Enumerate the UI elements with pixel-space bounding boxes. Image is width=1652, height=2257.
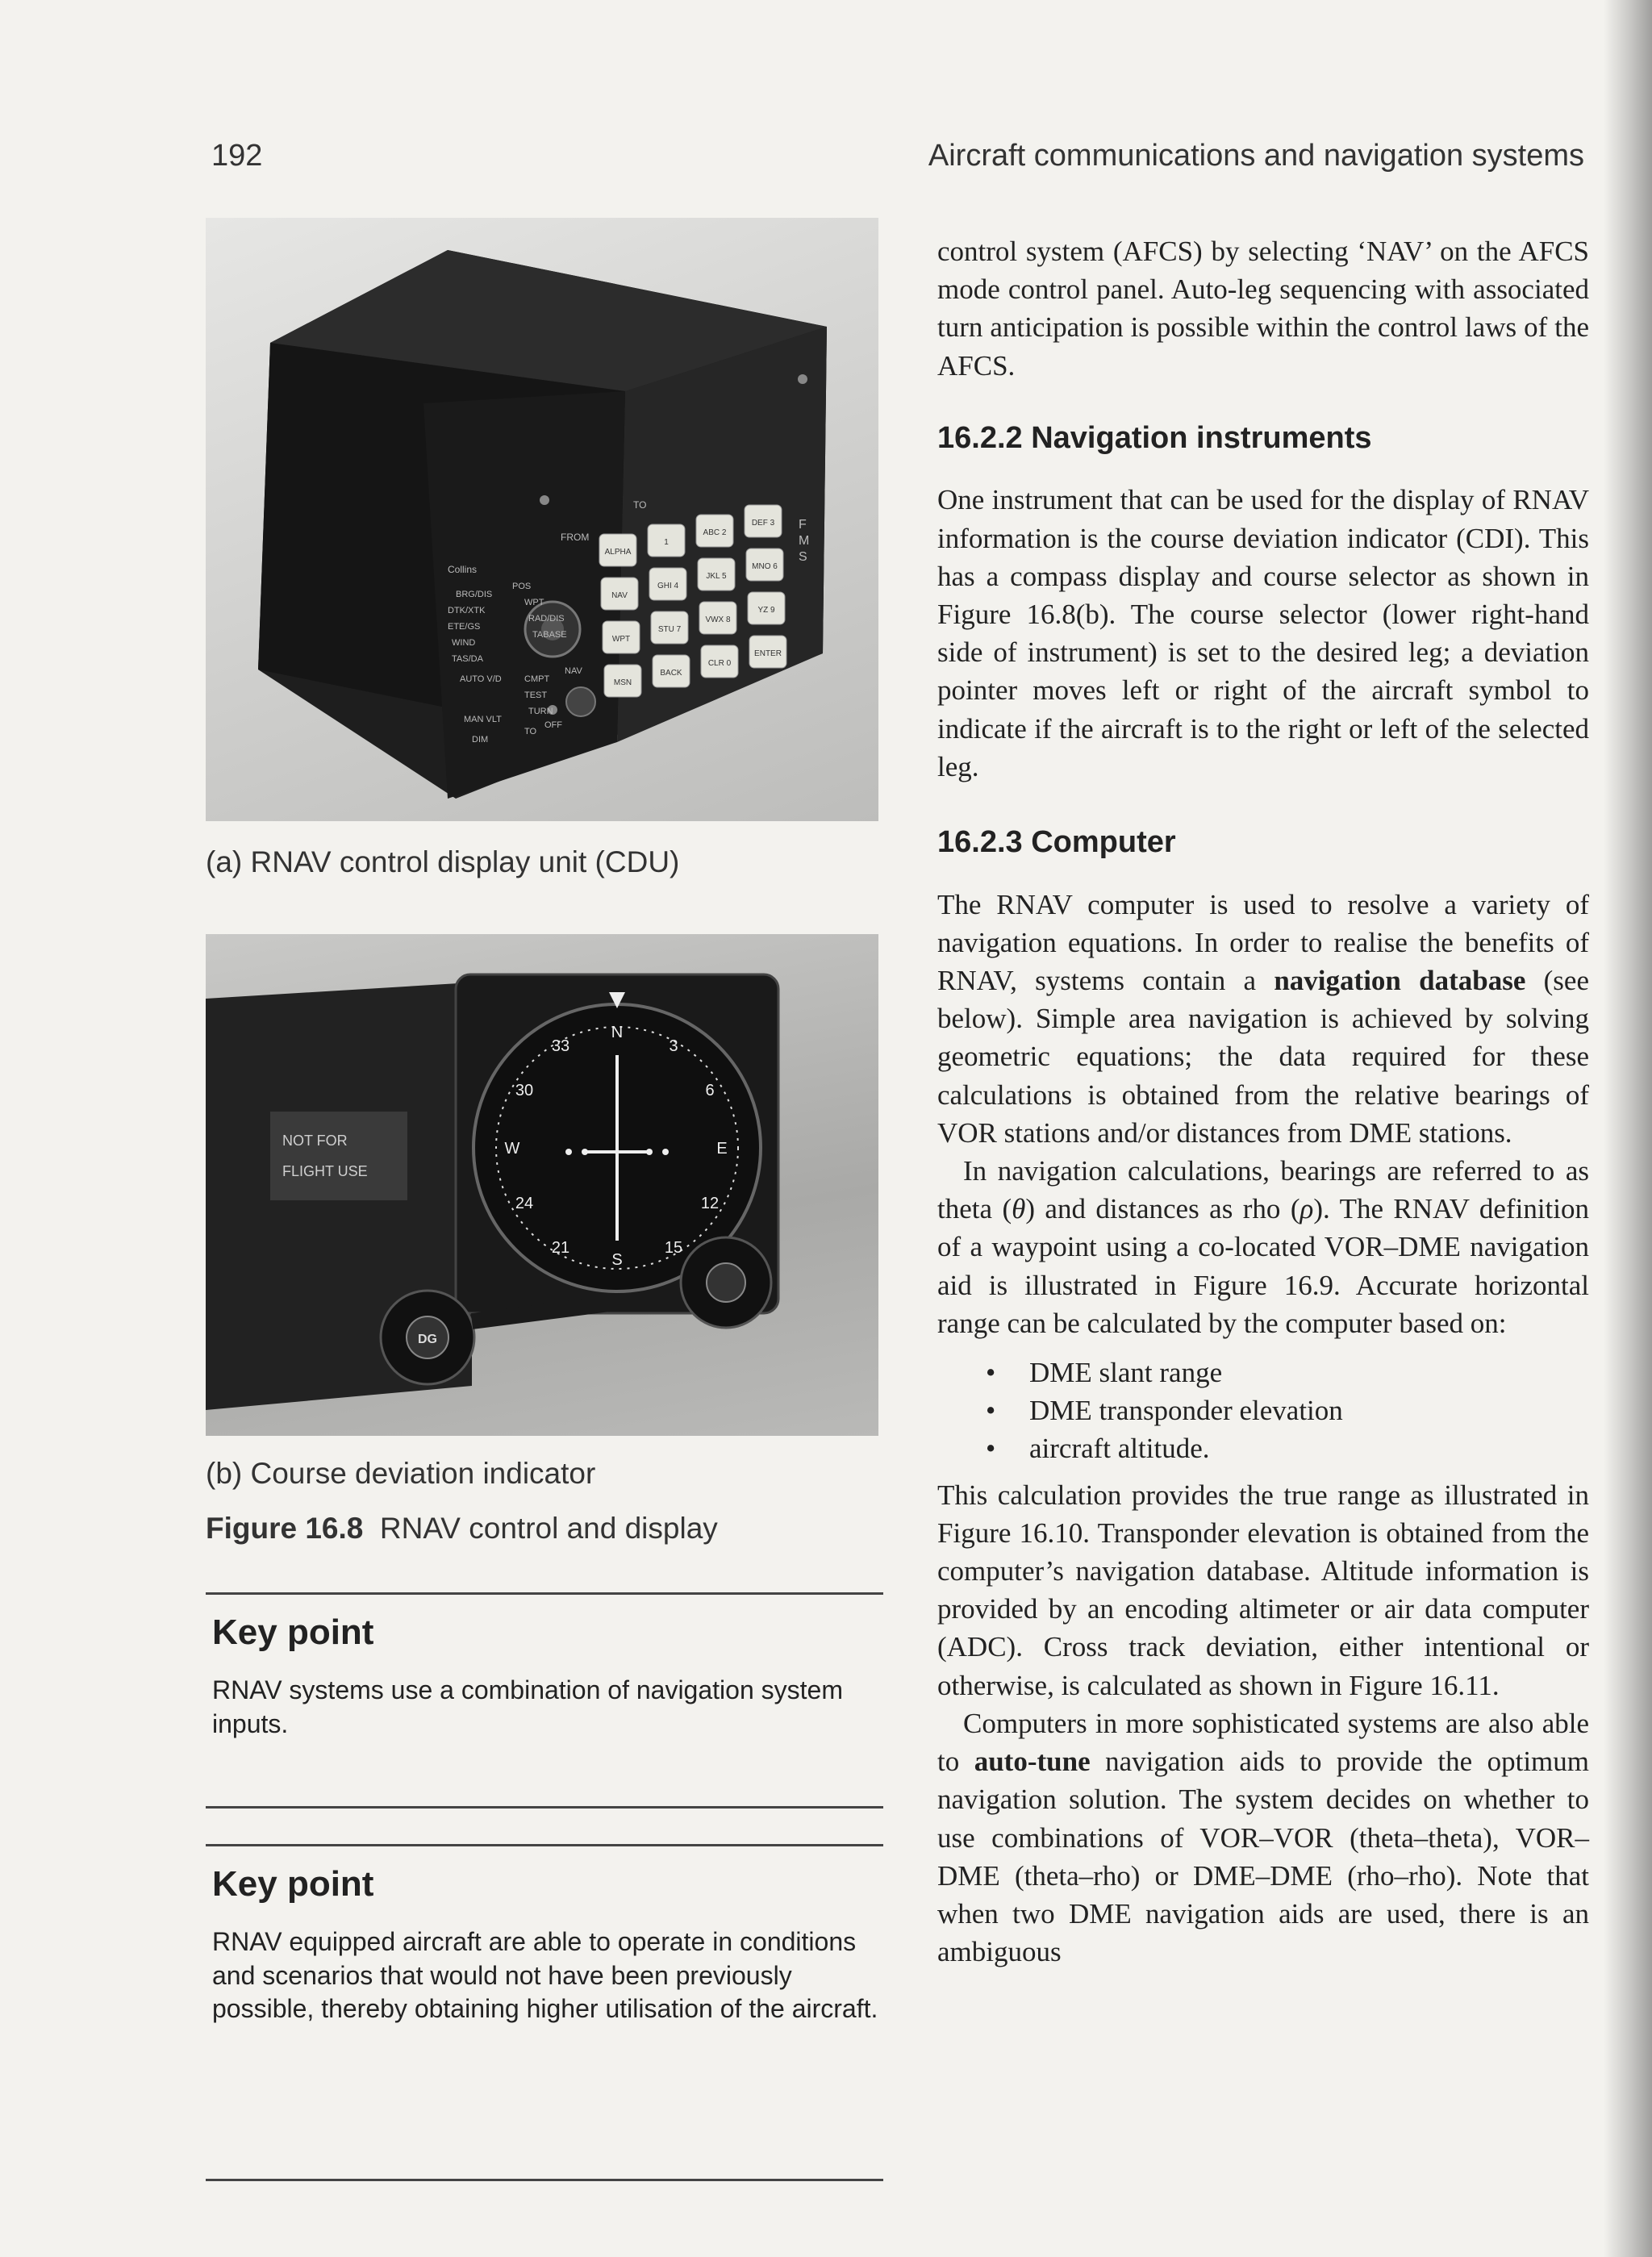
cdu-key-label: VWX 8	[705, 615, 731, 624]
cdu-selector-label: POS	[512, 582, 532, 591]
cdu-key-label: STU 7	[657, 625, 682, 634]
cdu-selector-label: ETE/GS	[448, 622, 481, 632]
cdu-selector-label: AUTO V/D	[460, 674, 502, 684]
text-run: Computers in more sophisticated systems are also able to	[937, 1707, 1589, 1778]
key-point-box	[206, 1844, 883, 2181]
cdu-illustration	[206, 218, 878, 821]
cdi-compass-mark: 3	[669, 1037, 678, 1055]
cdu-selector-label: TABASE	[532, 630, 567, 640]
cdu-fms-letter: F	[799, 518, 807, 532]
cdu-brand-label: Collins	[448, 564, 478, 575]
cdu-key-label: BACK	[660, 669, 682, 678]
key-point-title: Key point	[212, 1864, 374, 1904]
key-point-title: Key point	[212, 1612, 374, 1652]
rho-symbol: ρ	[1299, 1193, 1314, 1225]
page-edge-shadow	[1604, 0, 1652, 2257]
figure-title: RNAV control and display	[379, 1512, 718, 1545]
figure-label: Figure 16.8	[206, 1512, 364, 1545]
cdi-compass-mark: 33	[551, 1037, 570, 1055]
cdi-illustration	[206, 934, 878, 1436]
cdu-selector-label: BRG/DIS	[456, 590, 493, 599]
running-title: Aircraft communications and navigation systems	[928, 139, 1584, 173]
cdi-compass-mark: 30	[515, 1082, 534, 1099]
cdu-key-label: YZ 9	[757, 606, 775, 615]
cdi-compass-mark: 12	[700, 1195, 720, 1212]
theta-symbol: θ	[1012, 1193, 1026, 1225]
cdi-placard-line: NOT FOR	[282, 1133, 348, 1149]
key-point-text: RNAV systems use a combination of navigation system inputs.	[212, 1675, 843, 1738]
key-term: navigation database	[1274, 965, 1526, 997]
cdu-photo	[206, 218, 878, 821]
caption-b: (b) Course deviation indicator	[206, 1457, 596, 1490]
cdu-selector-label: TEST	[524, 690, 548, 700]
cdu-to-label: TO	[633, 499, 647, 511]
text-run: (see below). Simple area navigation is achieved by solving geometric equations; the data required for these calculations is obtained from the relative bearings of VOR stations and/or distances from DME stations.	[937, 965, 1589, 1149]
cdu-fms-letter: M	[799, 534, 810, 548]
cdu-from-label: FROM	[561, 532, 590, 543]
body-paragraph: This calculation provides the true range as illustrated in Figure 16.10. Transponder elevation is obtained from the computer’s navigation database. Altitude information is provided by an encoding altimeter or air data computer (ADC). Cross track deviation, either intentional or otherwise, is calculated as shown in Figure 16.11.	[937, 1479, 1589, 1701]
section-heading: 16.2.3 Computer	[937, 825, 1176, 860]
cdi-compass-mark: W	[504, 1140, 520, 1158]
cdu-selector-label: MAN VLT	[464, 715, 502, 724]
cdu-selector-label: TAS/DA	[452, 654, 483, 664]
cdi-compass-mark: 6	[705, 1082, 715, 1099]
text-run: ). The RNAV definition of a waypoint using a co-located VOR–DME navigation aid is illustrated in Figure 16.9. Accurate horizontal range can be calculated by the computer based on:	[937, 1193, 1589, 1339]
cdi-compass-mark: S	[611, 1251, 623, 1269]
key-point-text: RNAV equipped aircraft are able to operate in conditions and scenarios that would not have been previously possible, thereby obtaining higher utilisation of the aircraft.	[212, 1927, 878, 2024]
cdu-selector-label: OFF	[544, 720, 562, 730]
cdu-selector-label: DIM	[472, 735, 489, 745]
cdi-compass-mark: N	[611, 1024, 624, 1041]
cdu-key-label: ALPHA	[604, 548, 632, 557]
key-point-box	[206, 1592, 883, 1809]
cdu-key-label: CLR 0	[707, 659, 732, 668]
body-paragraph: One instrument that can be used for the display of RNAV information is the course deviation indicator (CDI). This has a compass display and course selector as shown in Figure 16.8(b). The course selector (lower right-hand side of instrument) is set to the desired leg; a deviation pointer moves left or right of the aircraft symbol to indicate if the aircraft is to the right or left of the selected leg.	[937, 484, 1589, 782]
cdu-selector-label: WPT	[524, 598, 544, 607]
cdu-key-label: WPT	[611, 635, 631, 644]
text-run: navigation aids to provide the optimum navigation solution. The system decides on whether to use combinations of VOR–VOR (theta–theta), VOR–DME (theta–rho) or DME–DME (rho–rho). Note that when two DME navigation aids are used, there is an ambiguous	[937, 1746, 1589, 1968]
body-paragraph	[937, 1704, 1589, 1971]
cdu-key-label: DEF 3	[751, 519, 775, 528]
text-run: ) and distances as rho (	[1025, 1193, 1300, 1225]
cdu-selector-label: RAD/DIS	[528, 614, 565, 624]
body-paragraph	[937, 886, 1589, 1152]
cdi-compass-mark: 21	[551, 1239, 570, 1257]
cdu-selector-label: NAV	[565, 666, 582, 676]
caption-a: (a) RNAV control display unit (CDU)	[206, 845, 680, 878]
cdu-key-label: NAV	[611, 591, 628, 600]
page-number: 192	[211, 139, 263, 173]
dg-knob-label: DG	[418, 1333, 437, 1346]
cdu-selector-label: DTK/XTK	[448, 606, 486, 615]
figure-caption	[206, 1512, 883, 1546]
cdu-key-label: MSN	[613, 678, 632, 687]
text-run: In navigation calculations, bearings are referred to as theta (	[937, 1155, 1589, 1225]
section-heading: 16.2.2 Navigation instruments	[937, 420, 1372, 455]
list-item: • DME slant range	[986, 1354, 1589, 1391]
key-term: auto-tune	[974, 1746, 1091, 1778]
cdu-key-label: ABC 2	[703, 528, 727, 537]
right-column	[937, 232, 1589, 1971]
cdi-photo	[206, 934, 878, 1436]
cdi-compass-mark: 15	[664, 1239, 683, 1257]
bullet-list	[937, 1354, 1589, 1468]
body-paragraph: control system (AFCS) by selecting ‘NAV’ on the AFCS mode control panel. Auto-leg sequencing with associated turn anticipation is possible within the control laws of the AFCS.	[937, 236, 1589, 382]
cdu-key-label: ENTER	[754, 649, 782, 658]
cdu-selector-label: TURN	[528, 707, 553, 716]
cdi-compass-mark: E	[716, 1140, 728, 1158]
text-run: The RNAV computer is used to resolve a variety of navigation equations. In order to realise the benefits of RNAV, systems contain a	[937, 888, 1589, 997]
list-item: • DME transponder elevation	[986, 1391, 1589, 1429]
cdu-selector-label: WIND	[452, 638, 476, 648]
body-paragraph	[937, 1152, 1589, 1342]
cdu-key-label: 1	[664, 538, 669, 547]
left-column	[206, 218, 883, 2181]
cdu-selector-label: TO	[524, 727, 537, 736]
cdu-selector-label: CMPT	[524, 674, 550, 684]
cdu-key-label: JKL 5	[706, 572, 727, 581]
cdu-key-label: GHI 4	[657, 582, 679, 590]
cdu-key-label: MNO 6	[752, 562, 778, 571]
cdu-fms-letter: S	[799, 550, 807, 564]
cdi-compass-mark: 24	[515, 1195, 534, 1212]
list-item: • aircraft altitude.	[986, 1429, 1589, 1467]
cdi-placard-line: FLIGHT USE	[282, 1163, 368, 1179]
